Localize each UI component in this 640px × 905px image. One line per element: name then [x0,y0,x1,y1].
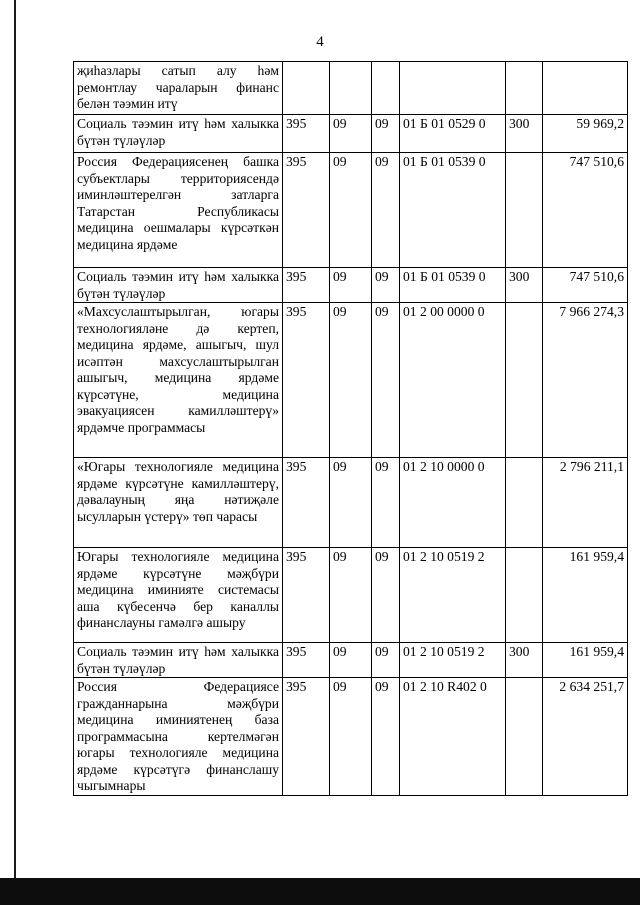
row-name-cell: «Югары технологияле медицина ярдәме күрсәтүне камилләштерү, дәвалауның яңа нәтиҗәле ысулларын үстерү» төп чарасы [74,458,283,548]
table-row [74,643,628,678]
table-row [74,303,628,458]
section-code-cell: 09 [330,458,372,548]
amount-cell: 747 510,6 [543,268,628,303]
row-name-cell: Социаль тәэмин итү һәм халыкка бүтән түләүләр [74,643,283,678]
target-article-cell: 01 Б 01 0539 0 [400,153,506,268]
ministry-code-cell: 395 [283,153,330,268]
expense-type-cell [506,62,543,115]
expense-type-cell [506,153,543,268]
amount-cell: 161 959,4 [543,643,628,678]
amount-cell: 59 969,2 [543,115,628,153]
section-code-cell: 09 [330,115,372,153]
target-article-cell: 01 Б 01 0529 0 [400,115,506,153]
table-row [74,153,628,268]
row-name-cell: Россия Федерациясе гражданнарына мәҗбүри медицина иминиятенең база программасына кертелмәгән югары технологияле медицина ярдәме күрсәтүгә финанслашу чыгымнары [74,678,283,796]
page-number: 4 [316,34,324,50]
amount-cell: 161 959,4 [543,548,628,643]
expense-type-cell [506,458,543,548]
row-name-cell: Югары технологияле медицина ярдәме күрсәтүне мәҗбүри медицина иминияте системасы аша күбесенчә бер каналлы финанслауны гамәлгә ашыру [74,548,283,643]
section-code-cell: 09 [330,268,372,303]
subsection-code-cell: 09 [372,643,400,678]
target-article-cell: 01 2 10 0000 0 [400,458,506,548]
subsection-code-cell: 09 [372,458,400,548]
table-row [74,268,628,303]
expense-type-cell: 300 [506,115,543,153]
section-code-cell: 09 [330,303,372,458]
budget-table [73,61,628,796]
ministry-code-cell: 395 [283,458,330,548]
amount-cell: 7 966 274,3 [543,303,628,458]
subsection-code-cell: 09 [372,678,400,796]
section-code-cell [330,62,372,115]
section-code-cell: 09 [330,153,372,268]
subsection-code-cell: 09 [372,268,400,303]
row-name-cell: җиһазлары сатып алу һәм ремонтлау чараларын финанс белән тәэмин итү [74,62,283,115]
ministry-code-cell: 395 [283,643,330,678]
target-article-cell: 01 Б 01 0539 0 [400,268,506,303]
section-code-cell: 09 [330,678,372,796]
amount-cell: 2 796 211,1 [543,458,628,548]
table-row [74,548,628,643]
subsection-code-cell [372,62,400,115]
ministry-code-cell [283,62,330,115]
subsection-code-cell: 09 [372,303,400,458]
row-name-cell: Социаль тәэмин итү һәм халыкка бүтән түләүләр [74,115,283,153]
expense-type-cell: 300 [506,643,543,678]
row-name-cell: Социаль тәэмин итү һәм халыкка бүтән түләүләр [74,268,283,303]
ministry-code-cell: 395 [283,268,330,303]
target-article-cell: 01 2 10 0519 2 [400,548,506,643]
table-body [74,62,628,796]
scan-edge-bottom [0,878,640,905]
row-name-cell: Россия Федерациясенең башка субъектлары территориясендә иминләштерелгән затларга Татарстан Республикасы медицина оешмалары күрсәткән медицина ярдәме [74,153,283,268]
section-code-cell: 09 [330,643,372,678]
ministry-code-cell: 395 [283,678,330,796]
target-article-cell: 01 2 10 R402 0 [400,678,506,796]
table-row [74,678,628,796]
amount-cell [543,62,628,115]
table-row [74,115,628,153]
table-row [74,62,628,115]
subsection-code-cell: 09 [372,115,400,153]
expense-type-cell [506,678,543,796]
scan-edge-left [14,0,16,878]
expense-type-cell: 300 [506,268,543,303]
ministry-code-cell: 395 [283,303,330,458]
target-article-cell: 01 2 00 0000 0 [400,303,506,458]
amount-cell: 747 510,6 [543,153,628,268]
subsection-code-cell: 09 [372,548,400,643]
target-article-cell [400,62,506,115]
subsection-code-cell: 09 [372,153,400,268]
row-name-cell: «Махсуслаштырылган, югары технологияләне дә кертеп, медицина ярдәме, ашыгыч, шул исәптән махсуслаштырылган ашыгыч, медицина ярдәме күрсәтүне, медицина эвакуациясен камилләштерү» ярдәмче программасы [74,303,283,458]
target-article-cell: 01 2 10 0519 2 [400,643,506,678]
ministry-code-cell: 395 [283,115,330,153]
expense-type-cell [506,303,543,458]
ministry-code-cell: 395 [283,548,330,643]
amount-cell: 2 634 251,7 [543,678,628,796]
expense-type-cell [506,548,543,643]
table-row [74,458,628,548]
section-code-cell: 09 [330,548,372,643]
